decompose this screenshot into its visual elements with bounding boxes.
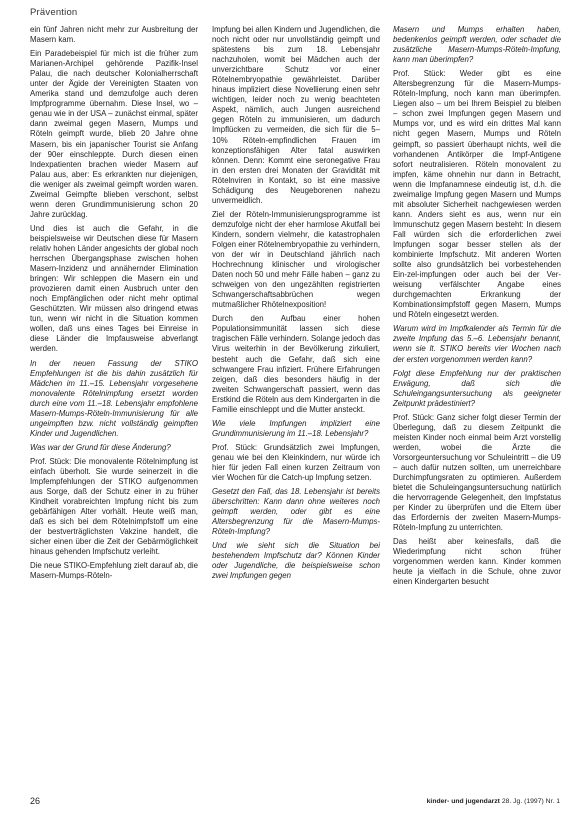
body-paragraph: Prof. Stück: Ganz sicher folgt dieser Termin der Überlegung, daß zu diesem Zeitpunkt die meisten Kinder noch einmal beim Arzt vorstellig werden, wobei die Ärzte die Vorsorgeuntersuchung vor Schuleintritt – die U9 – auch dafür nutzen sollten, um unerreichbare Durchimpfungsraten zu optimieren. Außerdem bietet die Schuleingangsuntersuchung natürlich die hervorragende Gelegenheit, den Impfstatus per Kinder zu überprüfen und die Eltern über das Erfordernis der zweiten Masern-Mumps-Röteln-Impfung zu unterrichten.	[393, 412, 561, 533]
question-paragraph: Masern und Mumps erhalten haben, bedenkenlos geimpft werden, oder schadet die zusätzliche Masern-Mumps-Röteln-Impfung, kann man überimpfen?	[393, 25, 561, 65]
body-paragraph: ein fünf Jahren nicht mehr zur Ausbreitung der Masern kam.	[30, 25, 198, 45]
text-column-2	[212, 25, 380, 585]
journal-reference	[427, 798, 560, 805]
body-paragraph: Durch den Aufbau einer hohen Populationsimmunität lassen sich diese tragischen Fälle verhindern. Solange jedoch das Virus weiterhin in der Bevölkerung zirkuliert, besteht auch die Gefahr, daß sich eine schwangere Frau infiziert. Frühere Erfahrungen zeigen, daß dies besonders häufig in der zweiten Schwangerschaft passiert, wenn das Erstkind die Röteln aus dem Kindergarten in die Familie einschleppt und die Mutter ansteckt.	[212, 314, 380, 414]
text-column-3	[393, 25, 561, 592]
body-paragraph: Ein Paradebeispiel für mich ist die früher zum Marianen-Archipel gehörende Pazifik-Insel Palau, die nach deutscher Kolonialherrschaft unter der Ägide der Vereinigten Staaten von Amerika stand und demzufolge auch deren Impfprogramme übernahm. Diese Insel, wo – genau wie in der USA – zunächst einmal, später dann zweimal gegen Masern, Mumps und Röteln geimpft wurde, blieb 20 Jahre ohne Masern, bis ein japanischer Tourist sie Anfang der 90er einschleppte. Durch diesen einen Indexpatienten brachen wieder Masern auf Palau aus, aber: Es erkrankten nur diejenigen, die weniger als zweimal geimpft worden waren. Zweimal Geimpfte blieben verschont, selbst wenn deren Grundimmunisierung schon 20 Jahre zurücklag.	[30, 49, 198, 219]
question-paragraph: In der neuen Fassung der STIKO Empfehlungen ist die bis dahin zusätzlich für Mädchen im 11.–15. Lebensjahr vorgesehene monovalente Rötelnimpfung ersetzt worden durch eine vom 11.–18. Lebensjahr empfohlene Masern-Mumps-Röteln-Immunisierung für alle ungeimpften bzw. nicht vollständig geimpften Kinder und Jugendlichen.	[30, 358, 198, 438]
question-paragraph: Was war der Grund für diese Änderung?	[30, 442, 171, 452]
body-paragraph: Prof. Stück: Grundsätzlich zwei Impfungen, genau wie bei den Kleinkindern, nur würde ich hier für jeden Fall einen kurzen Zeitraum von vier Wochen für die Catch-up Impfung setzen.	[212, 442, 380, 483]
body-paragraph: Ziel der Röteln-Immunisierungsprogramme ist demzufolge nicht der eher harmlose Akutfall bei Kindern, sondern vielmehr, die katastrophalen Folgen einer Rötelnembryopathie zu verhindern, von der wir in Deutschland jährlich nach Hochrechnung klinischer und virologischer Daten noch 50 und mehr Fälle haben – ganz zu schweigen von den ungezählten registrierten Schwangerschaftsabbrüchen wegen mutmaßlicher Rhötelnexposition!	[212, 209, 380, 310]
question-paragraph: Gesetzt den Fall, das 18. Lebensjahr ist bereits überschritten: Kann dann ohne weiteres noch geimpft werden, oder gibt es eine Altersbegrenzung für die Masern-Mumps-Röteln-Impfung?	[212, 487, 380, 537]
journal-name: kinder- und jugendarzt	[426, 798, 500, 805]
page-number: 26	[30, 796, 41, 806]
section-header: Prävention	[30, 7, 78, 18]
body-paragraph: Prof. Stück: Weder gibt es eine Altersbegrenzung für die Masern-Mumps-Röteln-Impfung, noch kann man überimpfen. Liegen also – um bei Ihrem Beispiel zu bleiben – schon zwei Impfungen gegen Masern und Mumps vor, und es wird ein drittes Mal kann nicht gegen Masern, Mumps und Röteln geimpft, so passiert überhaupt nichts, weil die vorhandenen Antikörper die Impf-Antigene sofort neutralisieren. Röteln monovalent zu impfen, käme ohnehin nur dann in Betracht, wenn die Impfanamnese eindeutig ist, d.h. die zweimalige Impfung gegen Masern und Mumps mit absoluter Sicherheit nachgewiesen werden kann. Anders sieht es aus, wenn nur ein Immunschutz gegen Masern besteht: In diesem Fall würden sich die erforderlichen zwei Impfungen sogar besser stellen als der kombinierte Impfschutz. Mit anderen Worten sollte also grundsätzlich bei vorbestehenden Ein-zel-impfungen oder auch bei der Ver-weisung verfälschter Angabe eines durchgemachten Erkrankung der Kombinationsimpfstoff gegen Masern, Mumps und Röteln eingesetzt werden.	[393, 69, 561, 320]
question-paragraph: Warum wird im Impfkalender als Termin für die zweite Impfung das 5.–6. Lebensjahr benannt, wenn sie lt. STIKO bereits vier Wochen nach der ersten vorgenommen werden kann?	[393, 324, 561, 364]
body-paragraph: Prof. Stück: Die monovalente Rötelnimpfung ist einfach überholt. Sie wurde seinerzeit in die Impfempfehlungen der STIKO aufgenommen aus Sorge, daß der Schutz einer in zu früher Kindheit vorabreichten Impfung nicht bis zum gebärfähigen Alter vorhält. Heute weiß man, daß es sich bei dem Rötelnimpfstoff um eine der bestverträglichsten Vakzine handelt, die sicher einen über die Zeit der Gebärmöglichkeit hinaus gehenden Impfschutz verleiht.	[30, 456, 198, 557]
page-footer	[30, 796, 560, 810]
body-paragraph: Das heißt aber keinesfalls, daß die Wiederimpfung nicht schon früher vorgenommen werden kann. Kinder kommen heute ja vielfach in die Schule, ohne zuvor einen Kindergarten besucht	[393, 537, 561, 587]
text-column-1	[30, 25, 198, 585]
question-paragraph: Folgt diese Empfehlung nur der praktischen Erwägung, daß sich die Schuleingangsuntersuchung als geeigneter Zeitpunkt prädestiniert?	[393, 368, 561, 408]
body-paragraph: Und dies ist auch die Gefahr, in die beispielsweise wir Deutschen diese für Masern relativ hohen Länder angesichts der global noch herrschen Übergangsphase zwischen hohen Masern-Inzidenz und annähernder Elimination bringen: Wir schleppen die Masern ein und provozieren damit einen Ausbruch unter den noch Empfänglichen oder nicht mehr optimal Geschützten. Wir müssen also dringend etwas tun, wenn wir nicht in die Situation kommen wollen, daß uns eines Tages bei Einreise in diese Länder die Impfausweise abverlangt werden.	[30, 223, 198, 354]
question-paragraph: Wie viele Impfungen impliziert eine Grundimmunisierung im 11.–18. Lebensjahr?	[212, 418, 380, 438]
body-paragraph: Impfung bei allen Kindern und Jugendlichen, die noch nicht oder nur unvollständig geimpft und spätestens bis zum 18. Lebensjahr nachzuholen, womit bei Mädchen auch der unverzichtbare Schutz vor einer Rötelnembryopathie gewährleistet. Darüber hinaus impliziert diese Novellierung einen sehr wichtigen, leider noch zu wenig beachteten Aspekt, nämlich, auch Jungen ausreichend gegen Röteln zu immunisieren, um dadurch Impflücken zu vermeiden, die sich für die 5–10% Röteln-empfindlichen Frauen im konzeptionsfähigen Alter fatal auswirken können. Denn: Kommt eine seronegative Frau in den ersten drei Monaten der Gravidität mit Rötelnviren in Kontakt, so ist eine massive Schädigung des Neugeborenen nahezu unvermeidlich.	[212, 25, 380, 205]
body-paragraph: Die neue STIKO-Empfehlung zielt darauf ab, die Masern-Mumps-Röteln-	[30, 561, 198, 581]
journal-issue: 28. Jg. (1997) Nr. 1	[501, 798, 560, 805]
question-paragraph: Und wie sieht sich die Situation bei bestehendem Impfschutz dar? Können Kinder oder Jugendliche, die beispielsweise schon zwei Impfungen gegen	[212, 541, 380, 581]
